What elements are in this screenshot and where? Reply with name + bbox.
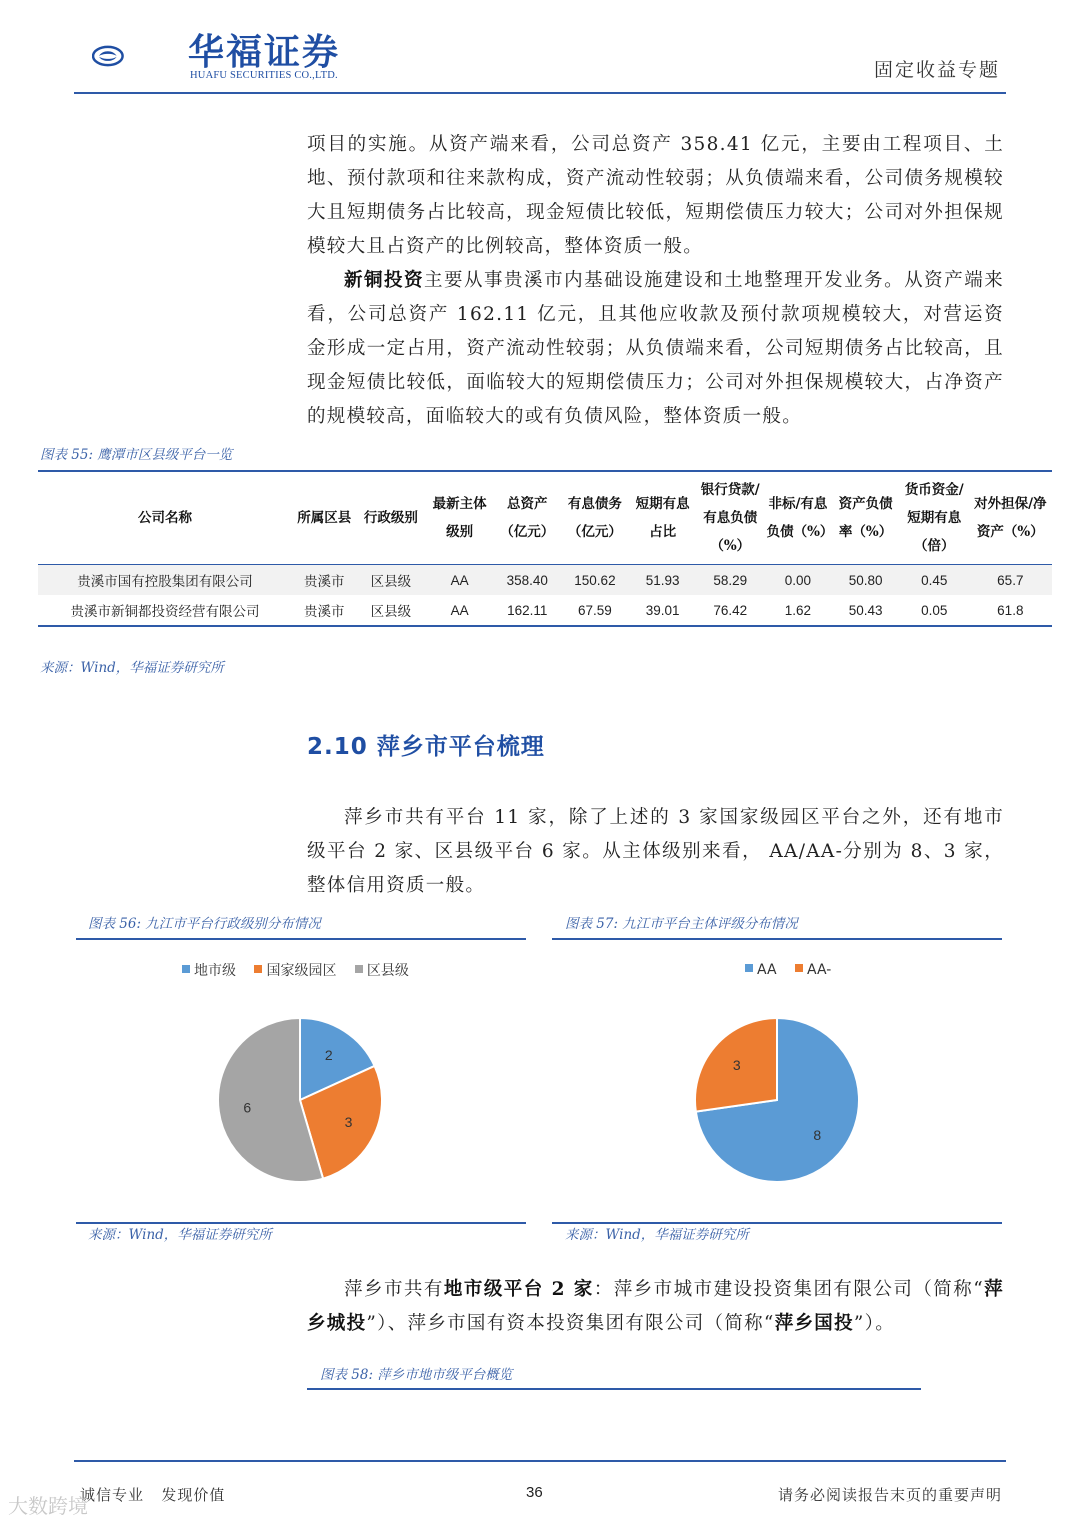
cell: 358.40 [494, 565, 561, 596]
footer-disclaimer: 请务必阅读报告末页的重要声明 [777, 1486, 1002, 1504]
table-row [38, 595, 1052, 626]
legend-item [182, 963, 236, 979]
cell: AA [425, 595, 494, 626]
pie-data-label: 3 [732, 1057, 741, 1074]
table-header-row [38, 471, 1052, 565]
col-header: 公司名称 [38, 471, 292, 565]
watermark: 大数跨境 [8, 1494, 88, 1518]
cell: 76.42 [696, 595, 765, 626]
pie-data-label: 2 [324, 1047, 333, 1064]
cell: AA [425, 565, 494, 596]
legend-swatch [182, 965, 190, 973]
paragraph-4 [307, 1273, 1004, 1341]
figure-57-top-rule [552, 938, 1002, 940]
figure-56-top-rule [76, 938, 526, 940]
cell: 0.45 [900, 565, 969, 596]
cell: 50.43 [831, 595, 900, 626]
p4-text: 萍乡市共有 [344, 1279, 444, 1300]
legend-item [254, 963, 336, 979]
p4-bold: 萍乡城投 [307, 1279, 1004, 1334]
table-55 [38, 470, 1052, 627]
cell: 贵溪市新铜都投资经营有限公司 [38, 595, 292, 626]
pie-data-label: 6 [243, 1099, 252, 1116]
footer-slogan [80, 1484, 225, 1505]
cell: 67.59 [561, 595, 630, 626]
p4-text: ”）。 [853, 1313, 895, 1334]
figure-56-title: 图表 56: 九江市平台行政级别分布情况 [88, 916, 321, 932]
col-header: 总资产（亿元） [494, 471, 561, 565]
figure-57-title: 图表 57: 九江市平台主体评级分布情况 [565, 916, 798, 932]
paragraph-3: 萍乡市共有平台 11 家，除了上述的 3 家国家级园区平台之外，还有地市级平台 2 家、区县级平台 6 家。从主体级别来看， AA/AA-分别为 8、3 家，整体信用资质一般。 [307, 807, 1004, 896]
cell: 区县级 [357, 565, 426, 596]
col-header: 资产负债率（%） [831, 471, 900, 565]
legend-swatch [745, 964, 753, 972]
col-header: 所属区县 [292, 471, 357, 565]
col-header: 行政级别 [357, 471, 426, 565]
chart-57-legend [745, 962, 845, 978]
page-number: 36 [526, 1484, 543, 1501]
col-header: 短期有息占比 [629, 471, 696, 565]
cell: 58.29 [696, 565, 765, 596]
logo-text-en: HUAFU SECURITIES CO.,LTD. [190, 70, 338, 81]
pie-data-label: 3 [344, 1114, 353, 1131]
pie-chart-56 [200, 1000, 400, 1200]
cell: 150.62 [561, 565, 630, 596]
col-header: 有息债务（亿元） [561, 471, 630, 565]
figure-57-source: 来源：Wind，华福证券研究所 [565, 1227, 749, 1243]
figure-58-title: 图表 58: 萍乡市地市级平台概览 [320, 1367, 513, 1383]
legend-label: AA- [807, 962, 832, 978]
cell: 61.8 [969, 595, 1052, 626]
legend-item [795, 962, 831, 978]
paragraph-2-text: 主要从事贵溪市内基础设施建设和土地整理开发业务。从资产端来看，公司总资产 162.11 亿元，且其他应收款及预付款项规模较大，对营运资金形成一定占用，资产流动性较弱；从负债端来看，公司短期债务占比较高，且现金短债比较低，面临较大的短期偿债压力；公司对外担保规模较大，占净资产的规模较高，面临较大的或有负债风险，整体资质一般。 [307, 270, 1005, 427]
paragraph-1: 项目的实施。从资产端来看，公司总资产 358.41 亿元，主要由工程项目、土地、预付款项和往来款构成，资产流动性较弱；从负债端来看，公司债务规模较大且短期债务占比较高，现金短债比较低，短期偿债压力较大；公司对外担保规模较大且占资产的比例较高，整体资质一般。 [307, 134, 1004, 257]
cell: 贵溪市 [292, 595, 357, 626]
paragraph-2 [307, 264, 1004, 434]
cell: 0.00 [765, 565, 832, 596]
legend-label: 地市级 [194, 963, 236, 979]
footer-slogan-2: 发现价值 [161, 1486, 226, 1504]
p4-text: ”）、萍乡市国有资本投资集团有限公司（简称“ [366, 1313, 775, 1334]
cell: 50.80 [831, 565, 900, 596]
cell: 51.93 [629, 565, 696, 596]
table-55-title: 图表 55: 鹰潭市区县级平台一览 [40, 447, 233, 463]
legend-swatch [795, 964, 803, 972]
col-header: 非标/有息负债（%） [765, 471, 832, 565]
legend-item [745, 962, 777, 978]
legend-label: 区县级 [366, 963, 409, 979]
p4-bold: 地市级平台 2 家 [443, 1279, 594, 1300]
huafu-logo-icon [92, 26, 187, 86]
legend-swatch [254, 965, 262, 973]
col-header: 对外担保/净资产（%） [969, 471, 1052, 565]
p4-bold: 萍乡国投 [774, 1313, 854, 1334]
legend-label: AA [757, 962, 777, 978]
chart-56-legend [182, 960, 423, 980]
cell: 贵溪市国有控股集团有限公司 [38, 565, 292, 596]
legend-swatch [355, 965, 363, 973]
cell: 162.11 [494, 595, 561, 626]
p4-text: ：萍乡市城市建设投资集团有限公司（简称“ [593, 1279, 984, 1300]
pie-chart-57 [677, 1000, 877, 1200]
footer-divider [74, 1460, 1006, 1462]
figure-58-rule [307, 1388, 921, 1390]
cell: 贵溪市 [292, 565, 357, 596]
cell: 39.01 [629, 595, 696, 626]
cell: 65.7 [969, 565, 1052, 596]
col-header: 货币资金/短期有息（倍） [900, 471, 969, 565]
footer-slogan-1: 诚信专业 [80, 1486, 145, 1504]
table-row [38, 565, 1052, 596]
cell: 1.62 [765, 595, 832, 626]
cell: 0.05 [900, 595, 969, 626]
section-title: 2.10 萍乡市平台梳理 [307, 734, 545, 760]
cell: 区县级 [357, 595, 426, 626]
report-category: 固定收益专题 [873, 59, 1000, 81]
header-divider [74, 92, 1006, 94]
paragraph-2-bold: 新铜投资 [344, 270, 425, 291]
legend-label: 国家级园区 [266, 963, 337, 979]
figure-56-source: 来源：Wind，华福证券研究所 [88, 1227, 272, 1243]
logo-text-cn: 华福证券 [188, 32, 341, 73]
col-header: 最新主体级别 [425, 471, 494, 565]
legend-item [355, 963, 409, 979]
col-header: 银行贷款/有息负债（%） [696, 471, 765, 565]
table-55-source: 来源：Wind，华福证券研究所 [40, 660, 224, 676]
pie-data-label: 8 [813, 1126, 822, 1143]
